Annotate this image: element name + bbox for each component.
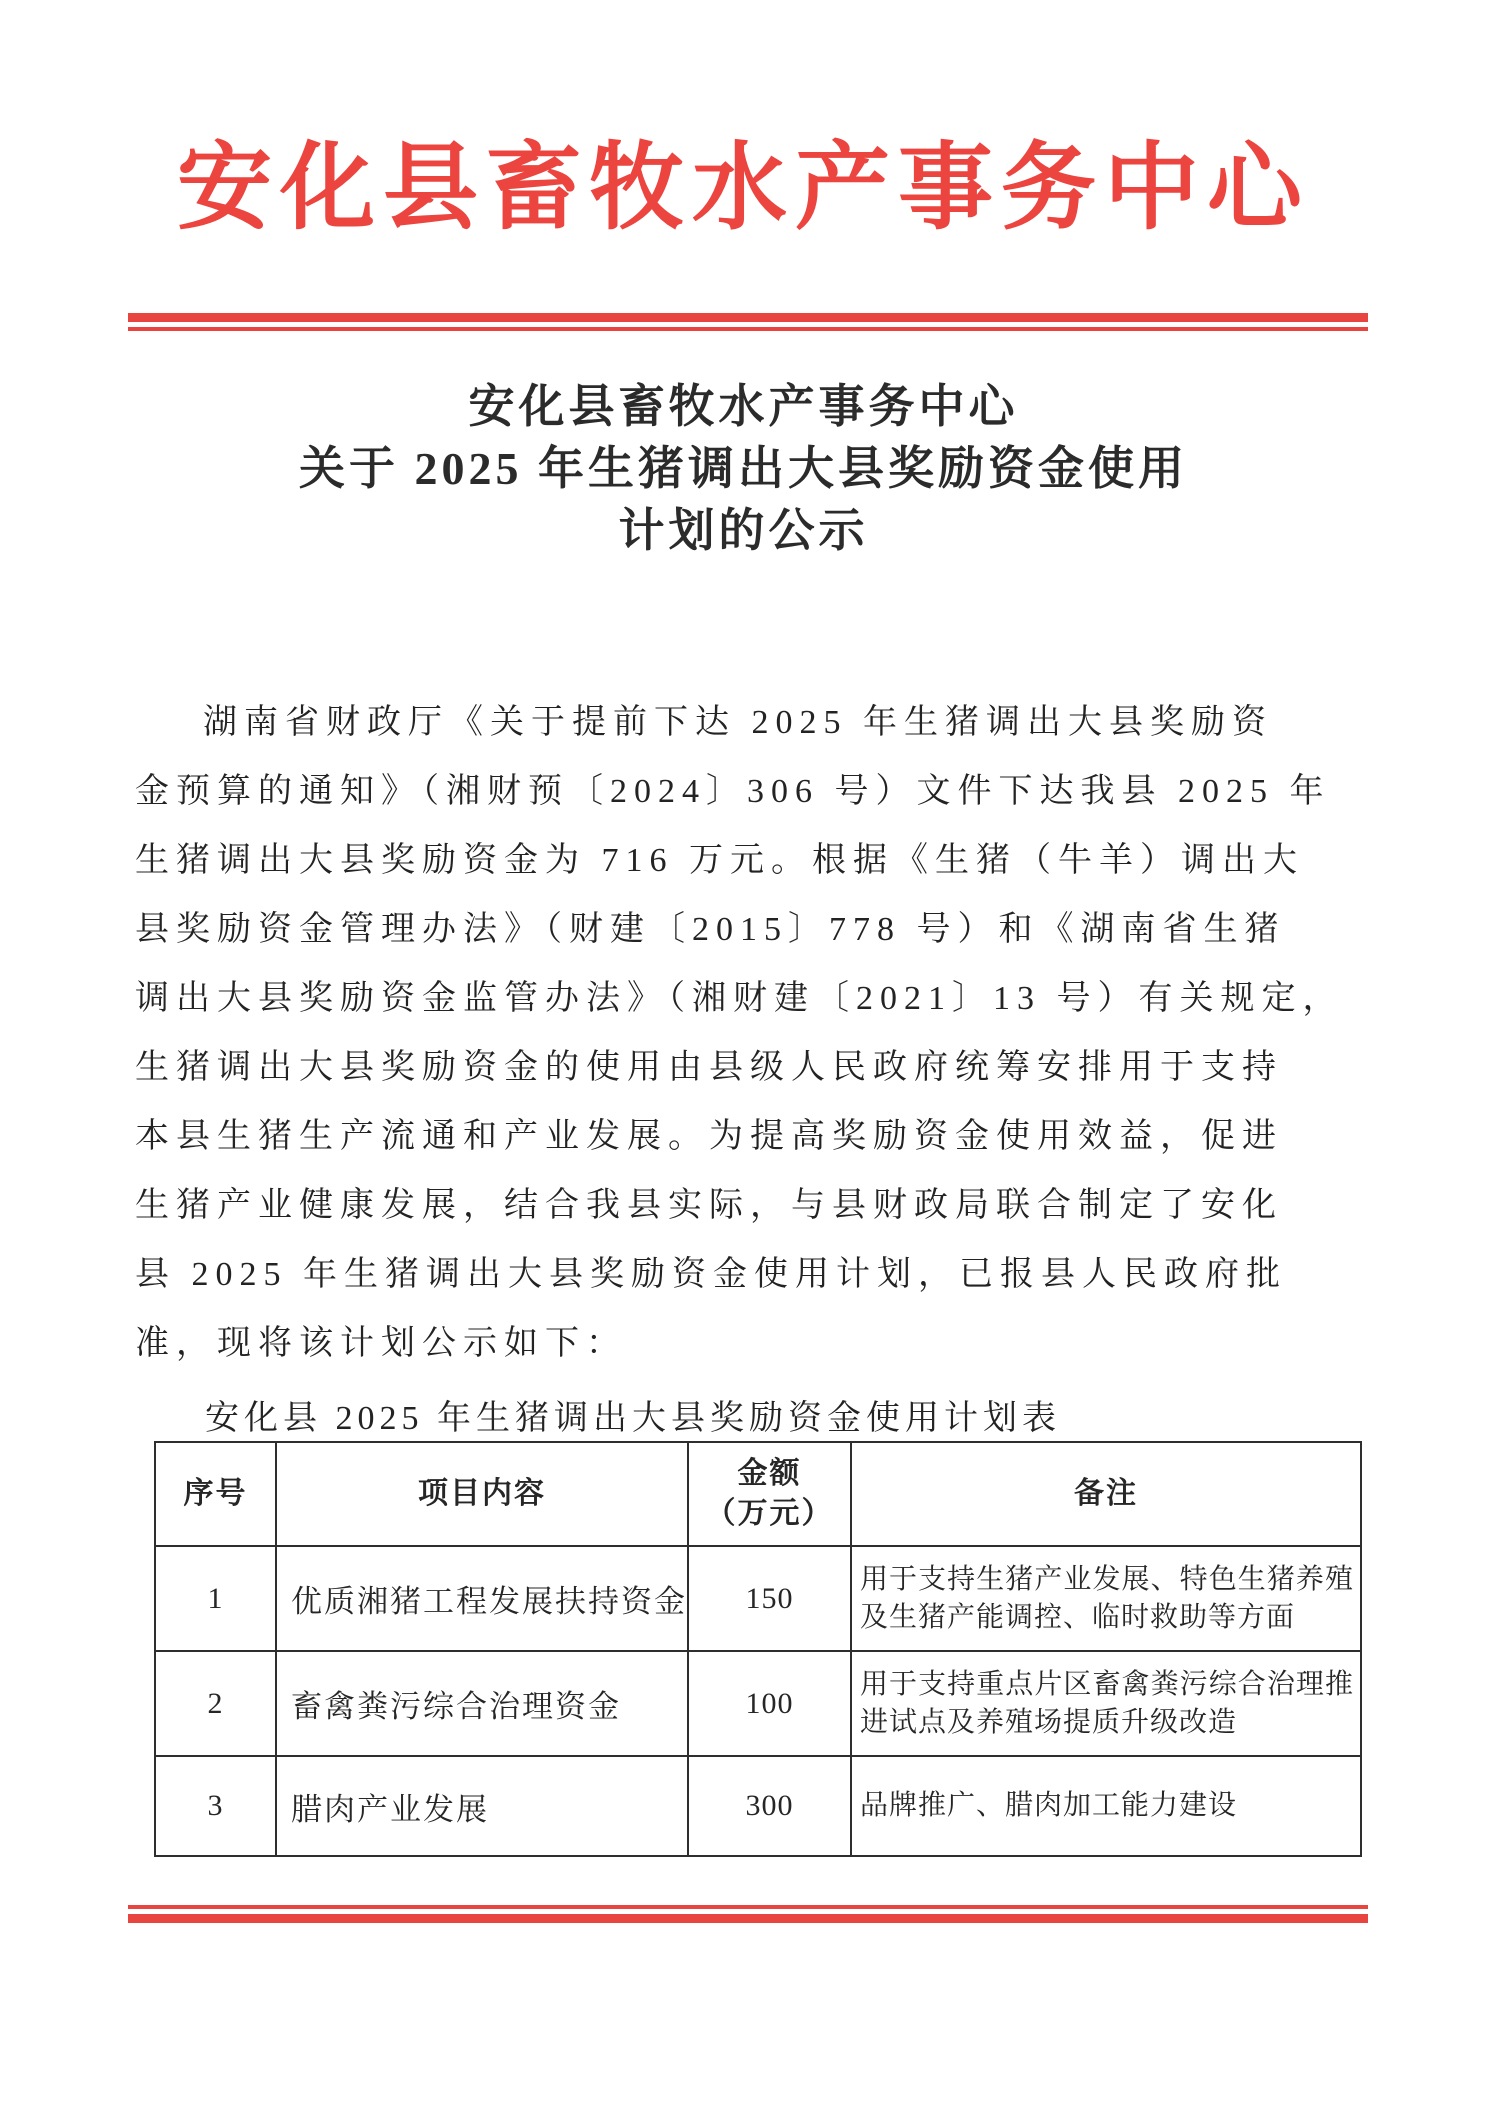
body-line: 县奖励资金管理办法》（财建〔2015〕778 号）和《湖南省生猪 [135,911,1286,948]
row-remark: 用于支持重点片区畜禽粪污综合治理推进试点及养殖场提质升级改造 [851,1651,1361,1756]
document-title [0,376,1487,562]
table-caption: 安化县 2025 年生猪调出大县奖励资金使用计划表 [205,1400,1061,1437]
divider-thin-line [128,327,1368,331]
funding-plan-table [154,1441,1362,1857]
document-title-line-2: 关于 2025 年生猪调出大县奖励资金使用 [299,443,1188,494]
body-line: 生猪调出大县奖励资金为 716 万元。根据《生猪（牛羊）调出大 [135,842,1304,879]
header-remark: 备注 [851,1442,1361,1546]
header-amount-unit: （万元） [705,1497,834,1530]
divider-thin-line [128,1905,1368,1909]
body-line: 调出大县奖励资金监管办法》（湘财建〔2021〕13 号）有关规定， [135,980,1344,1017]
row-item: 腊肉产业发展 [276,1756,688,1856]
divider-thick-line [128,1914,1368,1923]
letterhead-title: 安化县畜牧水产事务中心 [176,135,1310,241]
body-line: 湖南省财政厅《关于提前下达 2025 年生猪调出大县奖励资 [203,704,1273,741]
row-remark: 品牌推广、腊肉加工能力建设 [851,1756,1361,1856]
body-line: 生猪产业健康发展，结合我县实际，与县财政局联合制定了安化 [135,1187,1283,1224]
header-item: 项目内容 [276,1442,688,1546]
table-row [155,1651,1361,1756]
row-item: 优质湘猪工程发展扶持资金 [276,1546,688,1651]
row-amount: 300 [688,1756,851,1856]
body-line: 县 2025 年生猪调出大县奖励资金使用计划，已报县人民政府批 [135,1256,1287,1293]
table-header-row [155,1442,1361,1546]
row-no: 1 [155,1546,276,1651]
row-remark: 用于支持生猪产业发展、特色生猪养殖及生猪产能调控、临时救助等方面 [851,1546,1361,1651]
footer-divider [128,1905,1368,1923]
body-line: 准，现将该计划公示如下： [135,1325,627,1362]
row-amount: 100 [688,1651,851,1756]
divider-thick-line [128,313,1368,322]
table-row [155,1756,1361,1856]
body-paragraph [135,688,1370,1378]
body-line: 本县生猪生产流通和产业发展。为提高奖励资金使用效益，促进 [135,1118,1283,1155]
row-amount: 150 [688,1546,851,1651]
table-row [155,1546,1361,1651]
header-amount-label: 金额 [737,1457,802,1490]
header-no: 序号 [155,1442,276,1546]
document-title-line-1: 安化县畜牧水产事务中心 [468,381,1019,432]
body-line: 生猪调出大县奖励资金的使用由县级人民政府统筹安排用于支持 [135,1049,1283,1086]
body-line: 金预算的通知》（湘财预〔2024〕306 号）文件下达我县 2025 年 [135,773,1331,810]
row-item: 畜禽粪污综合治理资金 [276,1651,688,1756]
letterhead-divider [128,313,1368,331]
header-amount [688,1442,851,1546]
document-title-line-3: 计划的公示 [618,505,869,556]
row-no: 3 [155,1756,276,1856]
row-no: 2 [155,1651,276,1756]
